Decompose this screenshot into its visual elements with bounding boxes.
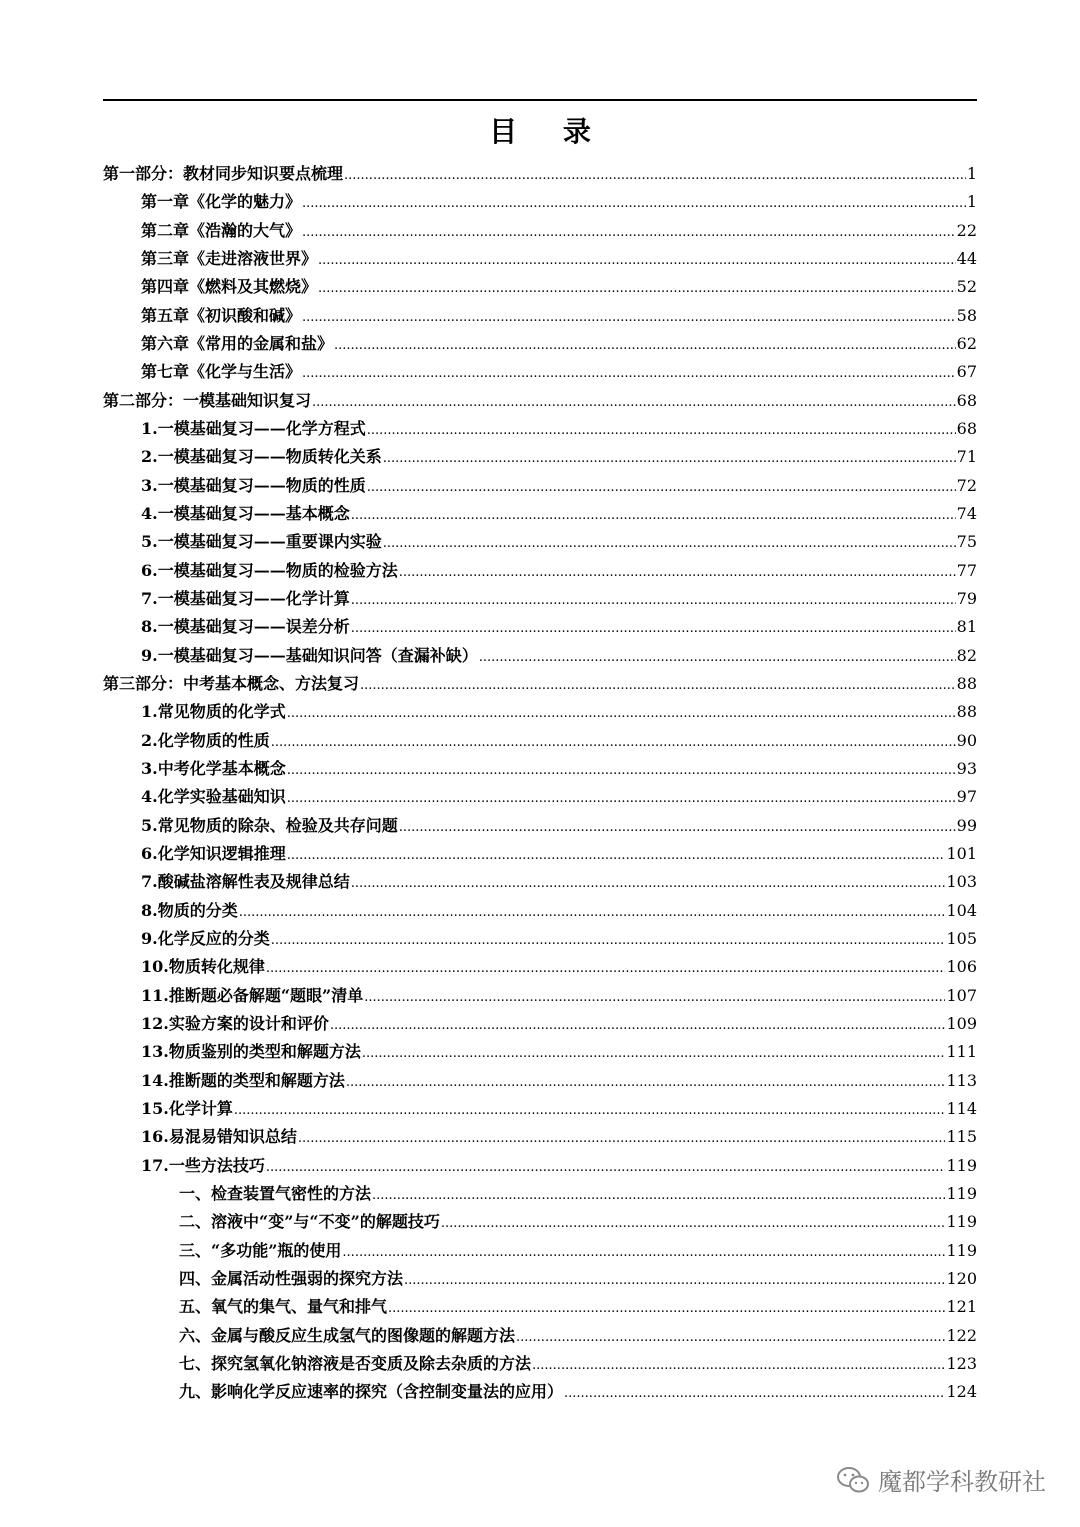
toc-entry[interactable] xyxy=(179,1180,977,1208)
dot-leader xyxy=(318,273,956,303)
toc-entry-page: 119 xyxy=(946,1241,977,1260)
toc-entry[interactable] xyxy=(141,755,977,783)
toc-entry[interactable] xyxy=(141,528,977,556)
toc-entry-title: 12.实验方案的设计和评价 xyxy=(141,1014,329,1033)
toc-entry-title: 一、检查装置气密性的方法 xyxy=(179,1184,372,1203)
toc-entry-page: 82 xyxy=(956,646,977,665)
dot-leader xyxy=(302,302,956,332)
toc-entry-title: 9.一模基础复习——基础知识问答（查漏补缺） xyxy=(141,646,478,665)
wechat-icon xyxy=(836,1465,870,1495)
toc-entry-title: 七、探究氢氧化钠溶液是否变质及除去杂质的方法 xyxy=(179,1354,532,1373)
toc-entry-title: 2.化学物质的性质 xyxy=(141,731,270,750)
toc-entry[interactable] xyxy=(179,1322,977,1350)
dot-leader xyxy=(287,755,956,785)
toc-entry-page: 109 xyxy=(946,1014,977,1033)
toc-entry[interactable] xyxy=(141,953,977,981)
toc-entry[interactable] xyxy=(141,443,977,471)
dot-leader xyxy=(344,160,966,190)
toc-entry-page: 68 xyxy=(956,391,977,410)
dot-leader xyxy=(383,443,956,473)
toc-entry-page: 71 xyxy=(956,447,977,466)
toc-entry[interactable] xyxy=(141,217,977,245)
toc-entry-title: 8.一模基础复习——误差分析 xyxy=(141,617,350,636)
toc-entry-title: 5.一模基础复习——重要课内实验 xyxy=(141,532,382,551)
toc-entry-page: 101 xyxy=(946,844,977,863)
dot-leader xyxy=(334,330,956,360)
toc-entry-page: 22 xyxy=(956,221,977,240)
dot-leader xyxy=(516,1322,945,1352)
dot-leader xyxy=(346,1067,946,1097)
dot-leader xyxy=(318,245,956,275)
dot-leader xyxy=(312,387,956,417)
header-rule xyxy=(103,99,977,101)
dot-leader xyxy=(239,897,946,927)
toc-entry[interactable] xyxy=(141,500,977,528)
dot-leader xyxy=(266,1152,946,1182)
toc-entry-title: 7.一模基础复习——化学计算 xyxy=(141,589,350,608)
watermark-text: 魔都学科教研社 xyxy=(878,1468,1046,1496)
toc-entry-title: 10.物质转化规律 xyxy=(141,957,265,976)
toc-entry-page: 114 xyxy=(946,1099,977,1118)
dot-leader xyxy=(271,925,946,955)
toc-entry[interactable] xyxy=(103,387,977,415)
dot-leader xyxy=(298,1123,946,1153)
toc-entry-title: 13.物质鉴别的类型和解题方法 xyxy=(141,1042,361,1061)
toc-entry-title: 第七章《化学与生活》 xyxy=(141,362,302,381)
toc-entry[interactable] xyxy=(141,273,977,301)
toc-entry[interactable] xyxy=(141,925,977,953)
toc-entry-page: 58 xyxy=(956,306,977,325)
dot-leader xyxy=(351,500,956,530)
toc-entry-title: 4.一模基础复习——基本概念 xyxy=(141,504,350,523)
toc-entry-page: 97 xyxy=(956,787,977,806)
toc-entry-page: 67 xyxy=(956,362,977,381)
toc-entry-page: 124 xyxy=(946,1382,977,1401)
toc-entry-page: 120 xyxy=(946,1269,977,1288)
toc-entry[interactable] xyxy=(141,982,977,1010)
toc-entry-page: 72 xyxy=(956,476,977,495)
toc-entry-title: 15.化学计算 xyxy=(141,1099,233,1118)
toc-entry-title: 2.一模基础复习——物质转化关系 xyxy=(141,447,382,466)
toc-entry-page: 1 xyxy=(966,164,977,183)
dot-leader xyxy=(287,698,956,728)
toc-entry[interactable] xyxy=(103,160,977,188)
toc-entry-title: 三、“多功能”瓶的使用 xyxy=(179,1241,342,1260)
toc-entry[interactable] xyxy=(141,330,977,358)
toc-entry[interactable] xyxy=(141,415,977,443)
toc-entry[interactable] xyxy=(141,302,977,330)
toc-entry-page: 119 xyxy=(946,1156,977,1175)
toc-entry[interactable] xyxy=(141,812,977,840)
toc-entry-page: 90 xyxy=(956,731,977,750)
toc-entry-title: 第一章《化学的魅力》 xyxy=(141,192,302,211)
toc-entry[interactable] xyxy=(141,585,977,613)
toc-entry-title: 6.一模基础复习——物质的检验方法 xyxy=(141,561,398,580)
toc-entry-title: 第六章《常用的金属和盐》 xyxy=(141,334,334,353)
toc-entry-title: 第一部分：教材同步知识要点梳理 xyxy=(103,164,344,183)
toc-entry-title: 五、氧气的集气、量气和排气 xyxy=(179,1297,388,1316)
dot-leader xyxy=(372,1180,945,1210)
toc-entry-title: 第五章《初识酸和碱》 xyxy=(141,306,302,325)
toc-entry-title: 3.一模基础复习——物质的性质 xyxy=(141,476,366,495)
dot-leader xyxy=(287,840,946,870)
toc-entry[interactable] xyxy=(141,1123,977,1151)
toc-entry-title: 六、金属与酸反应生成氢气的图像题的解题方法 xyxy=(179,1326,516,1345)
toc-entry-title: 14.推断题的类型和解题方法 xyxy=(141,1071,345,1090)
toc-entry-page: 122 xyxy=(946,1326,977,1345)
dot-leader xyxy=(271,727,956,757)
toc-entry-page: 119 xyxy=(946,1212,977,1231)
toc-entry-page: 121 xyxy=(946,1297,977,1316)
toc-entry[interactable] xyxy=(141,642,977,670)
watermark xyxy=(836,1462,1046,1497)
toc-entry-page: 93 xyxy=(956,759,977,778)
toc-entry[interactable] xyxy=(141,868,977,896)
toc-entry-title: 6.化学知识逻辑推理 xyxy=(141,844,286,863)
dot-leader xyxy=(532,1350,945,1380)
dot-leader xyxy=(234,1095,946,1125)
dot-leader xyxy=(302,358,956,388)
toc-entry-title: 16.易混易错知识总结 xyxy=(141,1127,297,1146)
toc-entry-title: 5.常见物质的除杂、检验及共存问题 xyxy=(141,816,398,835)
dot-leader xyxy=(351,868,946,898)
toc-entry-title: 7.酸碱盐溶解性表及规律总结 xyxy=(141,872,350,891)
dot-leader xyxy=(351,613,956,643)
dot-leader xyxy=(364,982,945,1012)
toc-entry[interactable] xyxy=(141,1067,977,1095)
toc-entry[interactable] xyxy=(141,783,977,811)
toc-entry-title: 九、影响化学反应速率的探究（含控制变量法的应用） xyxy=(179,1382,564,1401)
dot-leader xyxy=(302,188,966,218)
toc-entry-page: 88 xyxy=(956,674,977,693)
toc-entry-title: 1.一模基础复习——化学方程式 xyxy=(141,419,366,438)
toc-entry-page: 79 xyxy=(956,589,977,608)
dot-leader xyxy=(441,1208,946,1238)
toc-entry-page: 105 xyxy=(946,929,977,948)
dot-leader xyxy=(399,557,956,587)
toc-entry-title: 第二章《浩瀚的大气》 xyxy=(141,221,302,240)
toc-entry[interactable] xyxy=(103,670,977,698)
toc-entry[interactable] xyxy=(141,613,977,641)
toc-entry[interactable] xyxy=(141,358,977,386)
dot-leader xyxy=(479,642,956,672)
toc-entry[interactable] xyxy=(141,1152,977,1180)
dot-leader xyxy=(362,1038,946,1068)
toc-entry-page: 119 xyxy=(946,1184,977,1203)
toc-entry-page: 74 xyxy=(956,504,977,523)
toc-entry[interactable] xyxy=(179,1208,977,1236)
toc-entry-title: 二、溶液中“变”与“不变”的解题技巧 xyxy=(179,1212,440,1231)
toc-entry[interactable] xyxy=(141,840,977,868)
dot-leader xyxy=(266,953,946,983)
toc-entry[interactable] xyxy=(179,1293,977,1321)
toc-entry[interactable] xyxy=(179,1237,977,1265)
dot-leader xyxy=(404,1265,945,1295)
toc-entry[interactable] xyxy=(179,1350,977,1378)
dot-leader xyxy=(287,783,956,813)
toc-entry[interactable] xyxy=(141,1038,977,1066)
toc-entry-page: 115 xyxy=(946,1127,977,1146)
toc-entry[interactable] xyxy=(141,698,977,726)
toc-entry-page: 106 xyxy=(946,957,977,976)
toc-entry[interactable] xyxy=(141,897,977,925)
toc-entry-page: 104 xyxy=(946,901,977,920)
dot-leader xyxy=(367,415,956,445)
toc-entry-page: 77 xyxy=(956,561,977,580)
toc-entry-page: 75 xyxy=(956,532,977,551)
toc-entry-title: 8.物质的分类 xyxy=(141,901,238,920)
dot-leader xyxy=(342,1237,945,1267)
toc-entry-page: 113 xyxy=(946,1071,977,1090)
toc-entry-page: 99 xyxy=(956,816,977,835)
dot-leader xyxy=(360,670,956,700)
toc-entry-title: 17.一些方法技巧 xyxy=(141,1156,265,1175)
toc-entry-page: 107 xyxy=(946,986,977,1005)
toc-entry[interactable] xyxy=(141,245,977,273)
toc-entry-page: 52 xyxy=(956,277,977,296)
toc-entry-page: 88 xyxy=(956,702,977,721)
toc-entry-title: 第二部分：一模基础知识复习 xyxy=(103,391,312,410)
toc-entry-page: 123 xyxy=(946,1354,977,1373)
toc-entry-page: 103 xyxy=(946,872,977,891)
toc-entry-page: 81 xyxy=(956,617,977,636)
toc-entry-title: 9.化学反应的分类 xyxy=(141,929,270,948)
toc-entry-page: 68 xyxy=(956,419,977,438)
toc-entry[interactable] xyxy=(179,1378,977,1406)
toc-entry[interactable] xyxy=(141,472,977,500)
dot-leader xyxy=(388,1293,945,1323)
dot-leader xyxy=(367,472,956,502)
page-title: 目 录 xyxy=(489,115,609,148)
dot-leader xyxy=(383,528,956,558)
toc-entry-page: 111 xyxy=(946,1042,977,1061)
dot-leader xyxy=(564,1378,945,1408)
toc-entry-title: 四、金属活动性强弱的探究方法 xyxy=(179,1269,404,1288)
toc-entry-title: 第四章《燃料及其燃烧》 xyxy=(141,277,318,296)
toc-entry[interactable] xyxy=(141,557,977,585)
toc-entry-title: 第三章《走进溶液世界》 xyxy=(141,249,318,268)
toc-entry[interactable] xyxy=(141,727,977,755)
toc-entry[interactable] xyxy=(179,1265,977,1293)
dot-leader xyxy=(351,585,956,615)
toc-entry-title: 3.中考化学基本概念 xyxy=(141,759,286,778)
toc-entry[interactable] xyxy=(141,1010,977,1038)
toc-entry[interactable] xyxy=(141,1095,977,1123)
dot-leader xyxy=(302,217,956,247)
toc-entry-title: 第三部分：中考基本概念、方法复习 xyxy=(103,674,360,693)
toc-entry-page: 1 xyxy=(966,192,977,211)
toc-entry-title: 1.常见物质的化学式 xyxy=(141,702,286,721)
toc-entry-title: 4.化学实验基础知识 xyxy=(141,787,286,806)
dot-leader xyxy=(399,812,956,842)
toc-entry-page: 62 xyxy=(956,334,977,353)
dot-leader xyxy=(330,1010,946,1040)
toc-entry[interactable] xyxy=(141,188,977,216)
toc-entry-title: 11.推断题必备解题“题眼”清单 xyxy=(141,986,364,1005)
toc-entry-page: 44 xyxy=(956,249,977,268)
